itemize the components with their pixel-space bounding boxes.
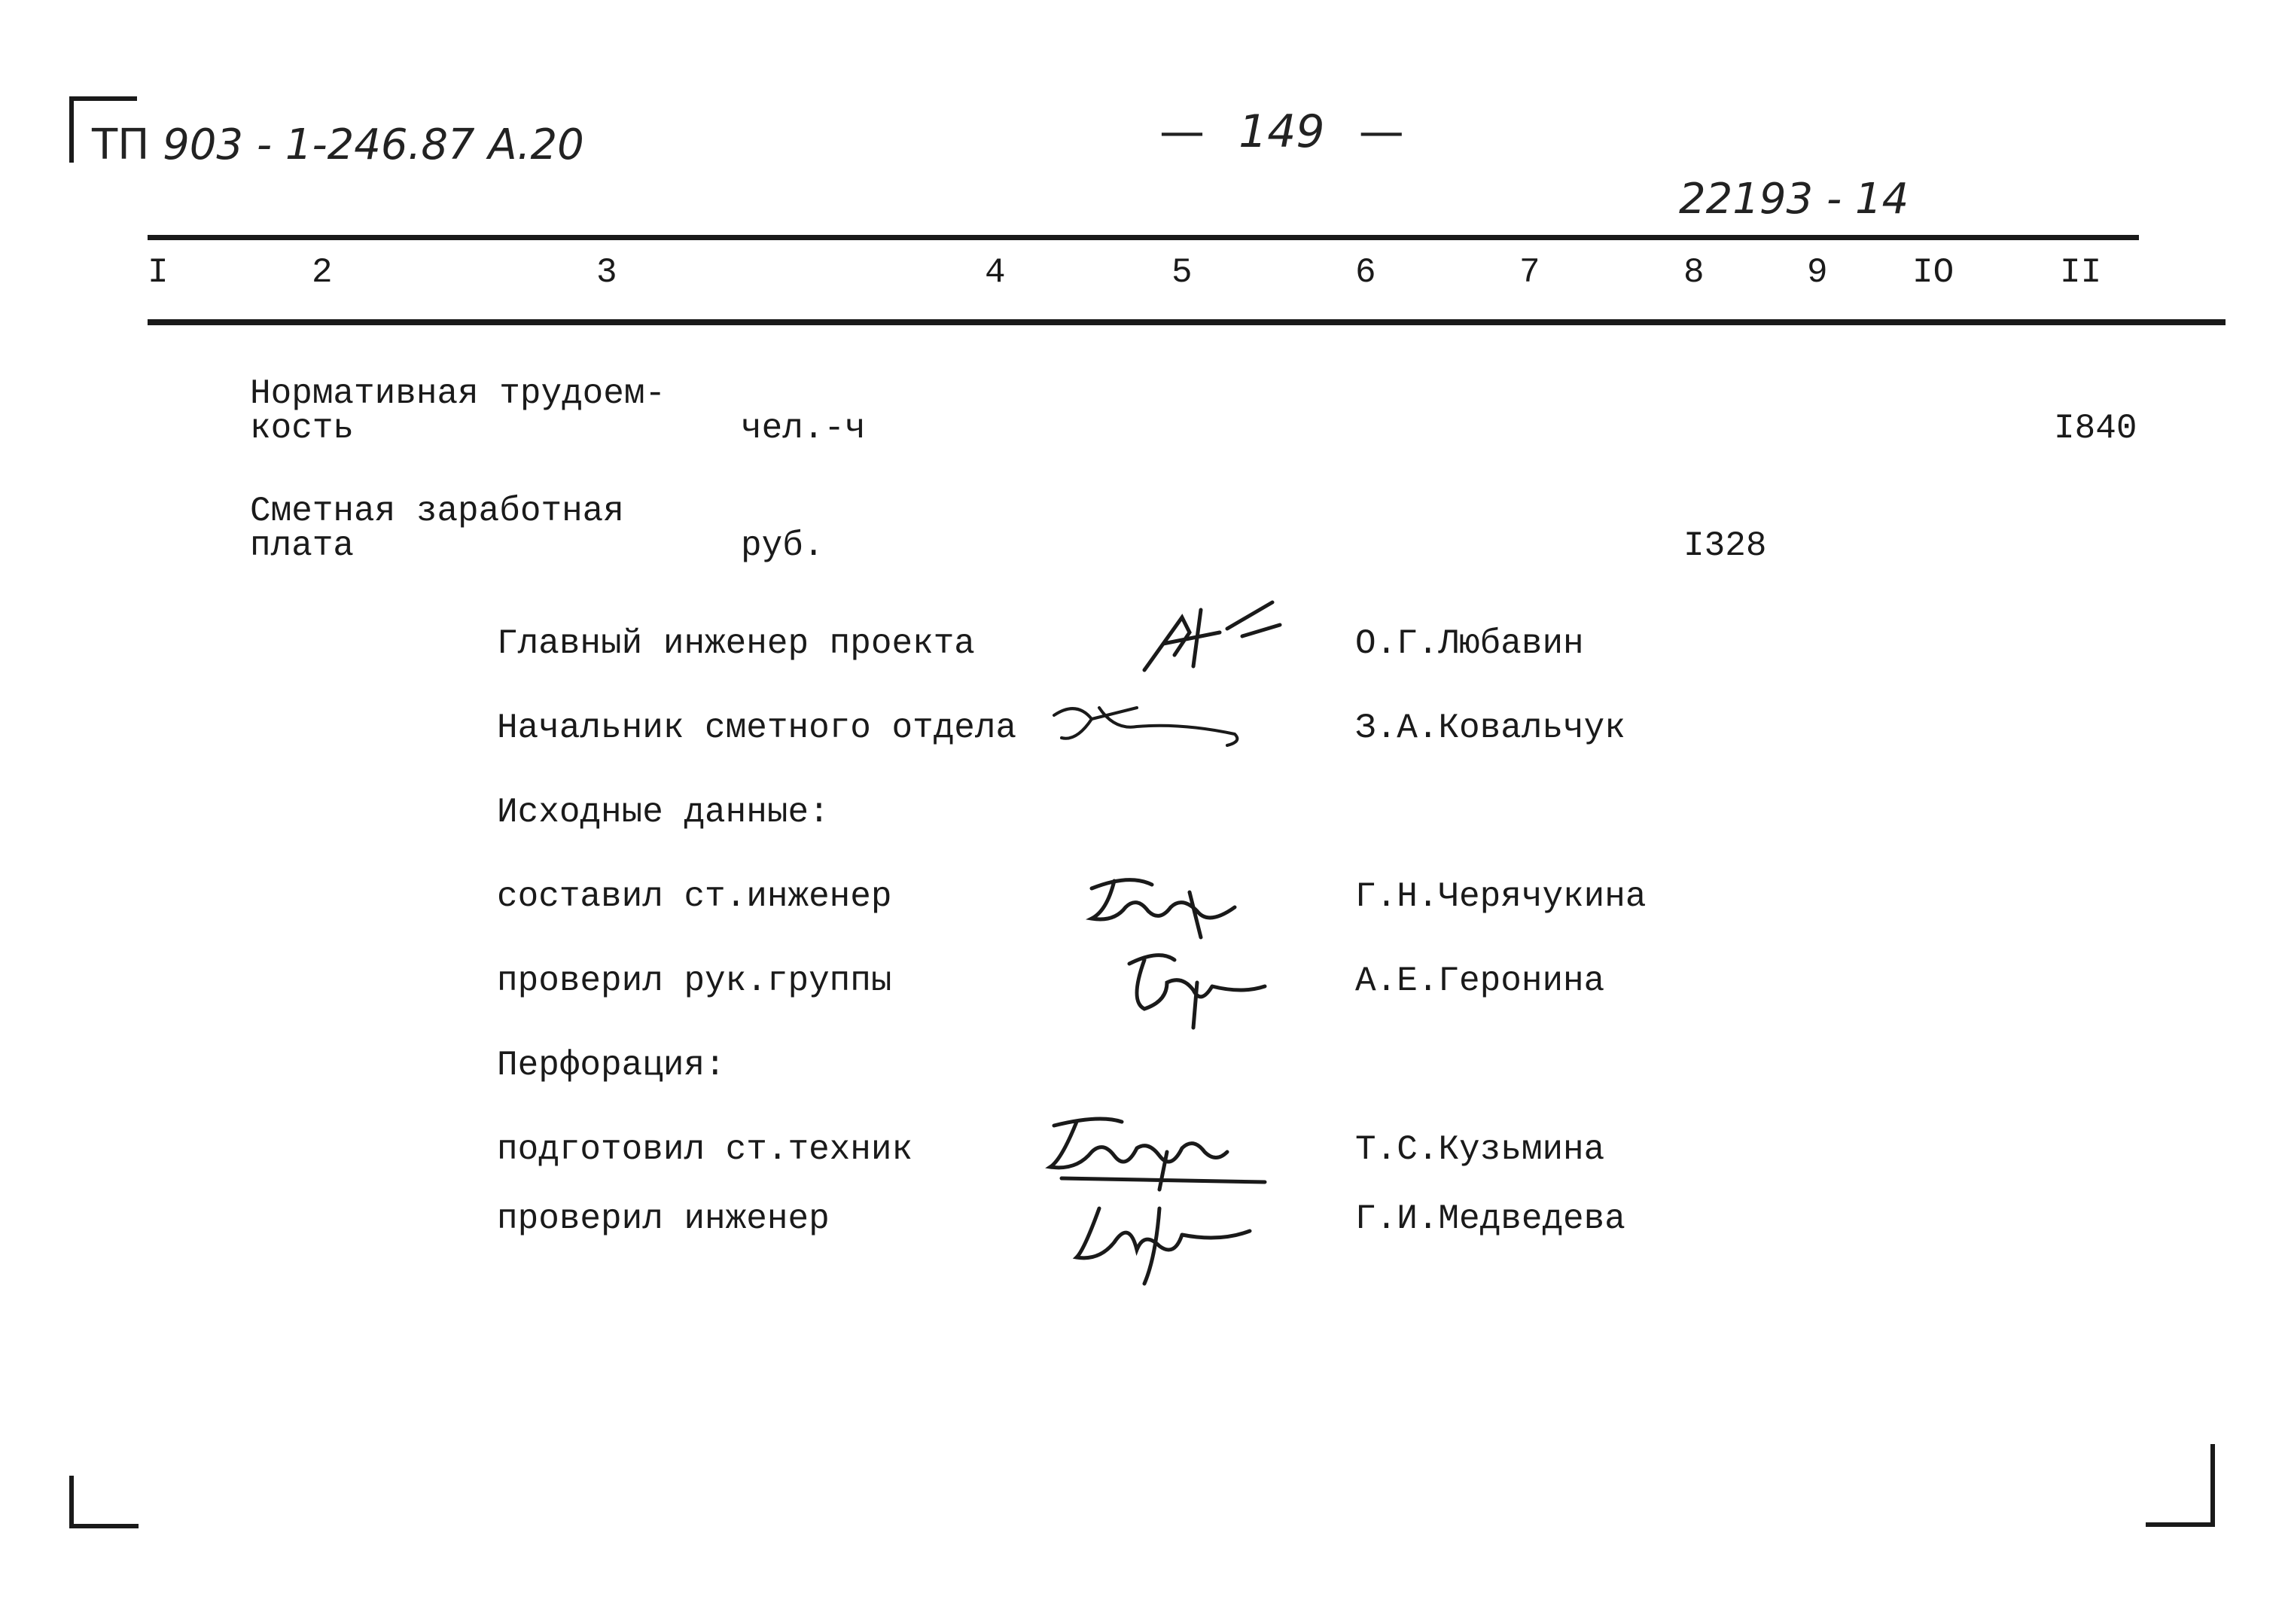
signature-name-prepared-by: Т.С.Кузьмина [1355, 1130, 1605, 1169]
column-number-4: 4 [985, 253, 1006, 292]
column-number-6: 6 [1355, 253, 1376, 292]
corner-mark-bottom-right-vertical [2210, 1444, 2215, 1527]
column-number-1: I [148, 253, 169, 292]
handwritten-signature-chief-engineer [1129, 587, 1295, 685]
sheet-number: 22193 - 14 [1679, 175, 1909, 224]
corner-mark-top-left [69, 96, 74, 163]
handwritten-signature-estimate-head [1047, 685, 1257, 760]
handwritten-signature-prepared-by [1039, 1107, 1280, 1197]
corner-mark-bottom-right-horizontal [2146, 1522, 2215, 1527]
signature-role-checked-group-lead: проверил рук.группы [497, 961, 892, 1001]
signature-name-chief-engineer: О.Г.Любавин [1355, 624, 1584, 663]
table-row-wage-unit: руб. [741, 526, 824, 565]
column-number-8: 8 [1683, 253, 1705, 292]
page-dash-left: — [1159, 105, 1205, 158]
doc-code-number: 903 - 1-246.87 А.20 [163, 120, 584, 169]
signature-role-compiled-by: составил ст.инженер [497, 877, 892, 916]
signature-role-chief-engineer: Главный инженер проекта [497, 624, 975, 663]
signature-role-checked-engineer: проверил инженер [497, 1199, 830, 1239]
doc-code [92, 120, 584, 169]
handwritten-signature-checked-engineer [1069, 1190, 1265, 1287]
table-row-labor-unit: чел.-ч [741, 409, 866, 448]
labor-name-line2: кость [250, 409, 355, 448]
column-number-3: 3 [596, 253, 617, 292]
column-number-11: II [2060, 253, 2102, 292]
table-row-labor-name [250, 376, 666, 446]
signature-name-estimate-head: З.А.Ковальчук [1355, 708, 1625, 748]
handwritten-signature-compiled-by [1084, 866, 1257, 949]
corner-mark-top-left-horizontal [69, 96, 137, 101]
column-number-9: 9 [1807, 253, 1828, 292]
section-heading-perforation: Перфорация: [497, 1046, 726, 1085]
corner-mark-bottom-left-vertical [69, 1476, 74, 1528]
column-number-5: 5 [1171, 253, 1193, 292]
signature-name-checked-engineer: Г.И.Медведева [1355, 1199, 1625, 1239]
wage-name-line2: плата [250, 526, 355, 565]
page-number: 149 [1238, 105, 1325, 158]
table-row-wage-name [250, 494, 624, 563]
corner-mark-bottom-left-horizontal [69, 1524, 139, 1528]
labor-name-line1: Нормативная трудоем- [250, 374, 666, 413]
column-number-10: IO [1912, 253, 1954, 292]
section-heading-source-data: Исходные данные: [497, 793, 830, 832]
signature-name-checked-group-lead: А.Е.Геронина [1355, 961, 1605, 1001]
page-dash-right: — [1358, 105, 1404, 158]
signature-role-estimate-head: Начальник сметного отдела [497, 708, 1017, 748]
signature-name-compiled-by: Г.Н.Черячукина [1355, 877, 1647, 916]
table-row-wage-value: I328 [1683, 526, 1767, 565]
handwritten-signature-checked-group-lead [1114, 941, 1280, 1031]
table-top-rule [148, 235, 2139, 240]
column-number-7: 7 [1519, 253, 1540, 292]
wage-name-line1: Сметная заработная [250, 492, 624, 531]
page-number-block [1159, 105, 1404, 158]
signature-role-prepared-by: подготовил ст.техник [497, 1130, 913, 1169]
column-number-2: 2 [312, 253, 333, 292]
doc-code-prefix: ТП [92, 120, 150, 169]
table-row-labor-value: I840 [2054, 409, 2137, 448]
table-header-rule [148, 319, 2226, 325]
